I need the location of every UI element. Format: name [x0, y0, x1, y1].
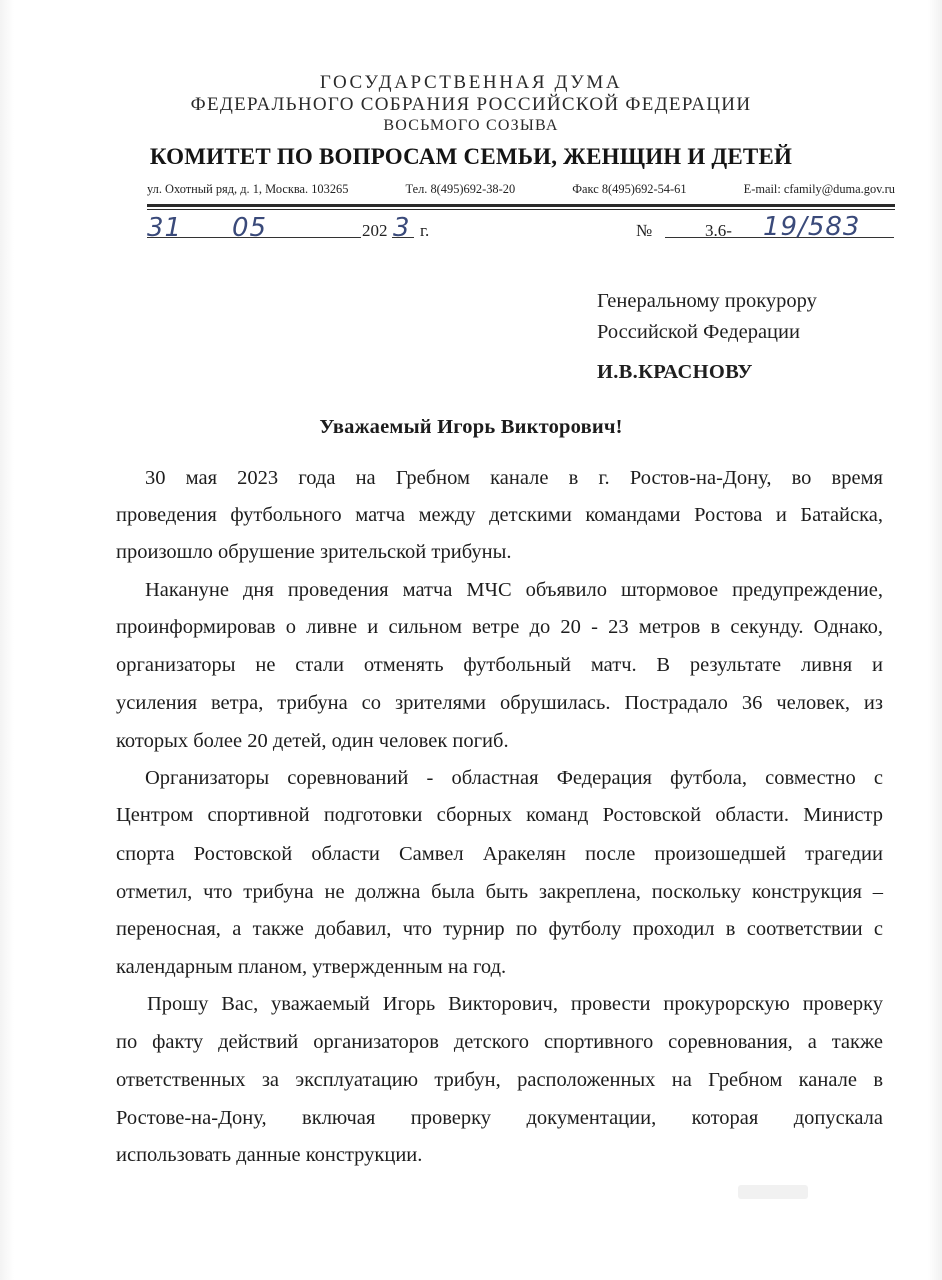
letterhead-line-assembly: ФЕДЕРАЛЬНОГО СОБРАНИЯ РОССИЙСКОЙ ФЕДЕРАЦИИ	[190, 94, 752, 115]
number-handwritten: 19/583	[763, 212, 861, 242]
body-line: Накануне дня проведения матча МЧС объявило штормовое предупреждение,	[145, 579, 883, 601]
letterhead-rule-thin	[147, 209, 895, 210]
contact-address: ул. Охотный ряд, д. 1, Москва. 103265	[147, 182, 349, 196]
date-year-digit: 3	[393, 213, 411, 243]
body-line: организаторы не стали отменять футбольный матч. В результате ливня и	[116, 654, 883, 676]
date-year-prefix: 202	[362, 221, 388, 240]
letterhead-rule-thick	[147, 204, 895, 207]
salutation: Уважаемый Игорь Викторович!	[319, 416, 623, 438]
body-line: 30 мая 2023 года на Гребном канале в г. Ростов-на-Дону, во время	[145, 467, 883, 489]
letterhead-contacts	[147, 182, 895, 197]
letterhead-line-duma: ГОСУДАРСТВЕННАЯ ДУМА	[319, 72, 623, 93]
body-line: Организаторы соревнований - областная Федерация футбола, совместно с	[145, 767, 883, 789]
contact-email: E-mail: cfamily@duma.gov.ru	[743, 182, 895, 196]
body-line: по факту действий организаторов детского спортивного соревнования, а также	[116, 1031, 883, 1053]
body-line: Прошу Вас, уважаемый Игорь Викторович, провести прокурорскую проверку	[147, 993, 883, 1015]
date-month: 05	[232, 213, 268, 243]
addressee-line-1: Генеральному прокурору	[597, 290, 817, 312]
body-line: Центром спортивной подготовки сборных команд Ростовской области. Министр	[116, 804, 883, 826]
number-prefix: 3.6-	[705, 221, 732, 240]
letterhead-committee: КОМИТЕТ ПО ВОПРОСАМ СЕМЬИ, ЖЕНЩИН И ДЕТЕЙ	[149, 144, 793, 169]
body-line: спорта Ростовской области Самвел Аракелян после произошедшей трагедии	[116, 843, 883, 865]
addressee-name: И.В.КРАСНОВУ	[597, 361, 753, 383]
body-line: которых более 20 детей, один человек погиб.	[116, 730, 509, 752]
date-year-suffix: г.	[420, 221, 430, 240]
addressee-line-2: Российской Федерации	[597, 321, 800, 343]
body-line: проведения футбольного матча между детскими командами Ростова и Батайска,	[116, 504, 883, 526]
number-label: №	[636, 221, 653, 240]
body-line: ответственных за эксплуатацию трибун, расположенных на Гребном канале в	[116, 1069, 883, 1091]
letterhead-line-convocation: ВОСЬМОГО СОЗЫВА	[383, 117, 559, 134]
body-line: проинформировав о ливне и сильном ветре до 20 - 23 метров в секунду. Однако,	[116, 616, 883, 638]
contact-phone: Тел. 8(495)692-38-20	[405, 182, 516, 196]
body-line: усиления ветра, трибуна со зрителями обрушилась. Пострадало 36 человек, из	[116, 692, 883, 714]
body-line: Ростове-на-Дону, включая проверку документации, которая допускала	[116, 1107, 883, 1129]
date-day: 31	[147, 213, 183, 243]
body-line: использовать данные конструкции.	[116, 1144, 423, 1166]
contact-fax: Факс 8(495)692-54-61	[572, 182, 687, 196]
body-line: отметил, что трибуна не должна была быть закреплена, поскольку конструкция –	[116, 881, 883, 903]
body-line: переносная, а также добавил, что турнир по футболу проходил в соответствии с	[116, 918, 883, 940]
body-line: календарным планом, утвержденным на год.	[116, 956, 507, 978]
show-through-mark	[738, 1185, 808, 1199]
body-line: произошло обрушение зрительской трибуны.	[116, 541, 512, 563]
